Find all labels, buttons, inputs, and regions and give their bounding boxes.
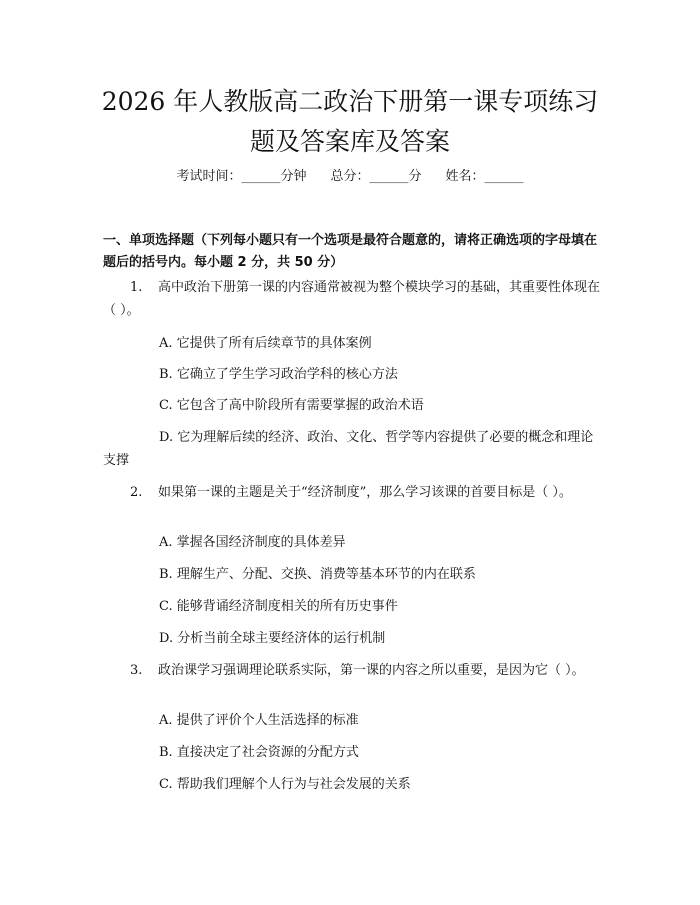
option-text: B. 理解生产、分配、交换、消费等基本环节的内在联系 xyxy=(159,567,476,582)
option-text: C. 帮助我们理解个人行为与社会发展的关系 xyxy=(159,777,411,792)
question-2-option-d xyxy=(103,627,601,650)
option-text: B. 它确立了学生学习政治学科的核心方法 xyxy=(159,367,398,382)
title-line-2: 题及答案库及答案 xyxy=(249,127,450,156)
question-number: 3. xyxy=(130,663,143,678)
question-stem: 高中政治下册第一课的内容通常被视为整个模块学习的基础，其重要性体现在（ ）。 xyxy=(103,280,601,318)
option-text: B. 直接决定了社会资源的分配方式 xyxy=(159,745,359,760)
question-2-option-c xyxy=(103,595,601,618)
question-1-option-d xyxy=(103,426,601,472)
question-2 xyxy=(103,481,601,504)
question-2-option-b xyxy=(103,563,601,586)
option-text: C. 它包含了高中阶段所有需要掌握的政治术语 xyxy=(159,398,424,413)
option-text: D. 分析当前全球主要经济体的运行机制 xyxy=(159,631,386,646)
question-3-option-c xyxy=(103,773,601,796)
question-number: 2. xyxy=(130,485,143,500)
question-2-option-a xyxy=(103,531,601,554)
question-3-option-a xyxy=(103,709,601,732)
option-text: A. 掌握各国经济制度的具体差异 xyxy=(159,535,346,550)
total-score-field: 总分：______分 xyxy=(330,169,422,184)
question-stem: 如果第一课的主题是关于“经济制度”，那么学习该课的首要目标是（ ）。 xyxy=(158,485,572,500)
question-1-option-a xyxy=(103,332,601,355)
option-text: A. 它提供了所有后续章节的具体案例 xyxy=(159,336,372,351)
question-1 xyxy=(103,276,601,322)
question-3 xyxy=(103,659,601,682)
question-stem: 政治课学习强调理论联系实际，第一课的内容之所以重要，是因为它（ ）。 xyxy=(158,663,585,678)
document-title xyxy=(60,82,640,162)
exam-time-field: 考试时间：______分钟 xyxy=(176,169,307,184)
question-3-option-b xyxy=(103,741,601,764)
question-1-option-c xyxy=(103,394,601,417)
option-text: D. 它为理解后续的经济、政治、文化、哲学等内容提供了必要的概念和理论支撑 xyxy=(103,430,594,468)
question-1-option-b xyxy=(103,363,601,386)
title-line-1: 2026 年人教版高二政治下册第一课专项练习 xyxy=(101,87,599,116)
exam-meta xyxy=(0,167,700,187)
section-heading: 一、单项选择题（下列每小题只有一个选项是最符合题意的，请将正确选项的字母填在题后的括号内。每小题 2 分，共 50 分） xyxy=(103,233,598,270)
option-text: A. 提供了评价个人生活选择的标准 xyxy=(159,713,359,728)
question-number: 1. xyxy=(130,280,143,295)
option-text: C. 能够背诵经济制度相关的所有历史事件 xyxy=(159,599,398,614)
student-name-field: 姓名：______ xyxy=(445,169,524,184)
